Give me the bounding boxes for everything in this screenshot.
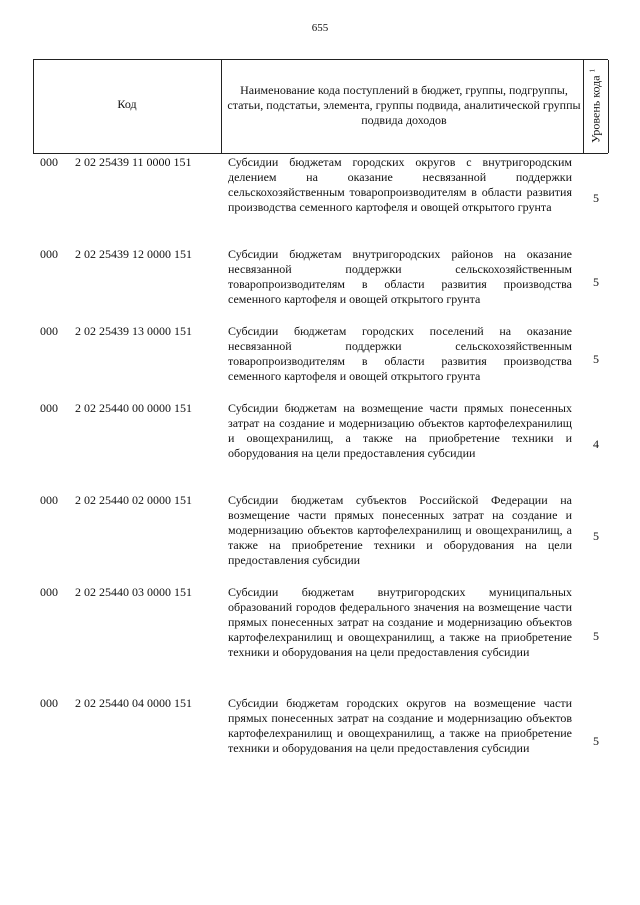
admin-code: 000	[40, 696, 58, 710]
admin-code: 000	[40, 493, 58, 507]
code-level: 4	[593, 437, 599, 451]
code-level: 5	[593, 529, 599, 543]
code-description: Субсидии бюджетам городских округов на возмещение части прямых понесенных затрат на создание и модернизацию объектов картофелехранилищ и овощехранилищ, а также на приобретение техники и оборудования на цели предоставления субсидии	[228, 696, 572, 755]
code-level: 5	[593, 629, 599, 643]
budget-code: 2 02 25439 12 0000 151	[75, 247, 192, 261]
budget-code: 2 02 25439 13 0000 151	[75, 324, 192, 338]
code-description: Субсидии бюджетам городских округов с внутригородским делением на оказание несвязанной поддержки сельскохозяйственным товаропроизводителям в области развития производства семенного картофеля и овощей открытого грунта	[228, 155, 572, 214]
budget-code: 2 02 25439 11 0000 151	[75, 155, 192, 169]
header-level-footnote: 1	[588, 68, 596, 73]
admin-code: 000	[40, 585, 58, 599]
budget-code: 2 02 25440 00 0000 151	[75, 401, 192, 415]
header-name-label: Наименование кода поступлений в бюджет, группы, подгруппы, статьи, подстатьи, элемента, группы подвида, аналитической группы подвида доходов	[227, 83, 581, 127]
header-code-label: Код	[117, 97, 137, 111]
page-number: 655	[311, 22, 329, 34]
admin-code: 000	[40, 324, 58, 338]
code-description: Субсидии бюджетам субъектов Российской Федерации на возмещение части прямых понесенных затрат на создание и модернизацию объектов картофелехранилищ и овощехранилищ, а также на приобретение техники и оборудования на цели предоставления субсидии	[228, 493, 572, 567]
budget-code: 2 02 25440 03 0000 151	[75, 585, 192, 599]
code-level: 5	[593, 191, 599, 205]
budget-code: 2 02 25440 02 0000 151	[75, 493, 192, 507]
code-description: Субсидии бюджетам городских поселений на оказание несвязанной поддержки сельскохозяйственным товаропроизводителям в области развития производства семенного картофеля и овощей открытого грунта	[228, 324, 572, 383]
code-description: Субсидии бюджетам внутригородских районов на оказание несвязанной поддержки сельскохозяйственным товаропроизводителям в области развития производства семенного картофеля и овощей открытого грунта	[228, 247, 572, 306]
admin-code: 000	[40, 155, 58, 169]
code-level: 5	[593, 275, 599, 289]
code-description: Субсидии бюджетам внутригородских муниципальных образований городов федерального значения на возмещение части прямых понесенных затрат на создание и модернизацию объектов картофелехранилищ и овощехранилищ, а также на приобретение техники и оборудования на цели предоставления субсидии	[228, 585, 572, 659]
admin-code: 000	[40, 247, 58, 261]
admin-code: 000	[40, 401, 58, 415]
budget-code: 2 02 25440 04 0000 151	[75, 696, 192, 710]
code-level: 5	[593, 734, 599, 748]
header-level-text: Уровень кода	[588, 75, 602, 144]
code-level: 5	[593, 352, 599, 366]
code-description: Субсидии бюджетам на возмещение части прямых понесенных затрат на создание и модернизацию объектов картофелехранилищ и овощехранилищ, а также на приобретение техники и оборудования на цели предоставления субсидии	[228, 401, 572, 460]
